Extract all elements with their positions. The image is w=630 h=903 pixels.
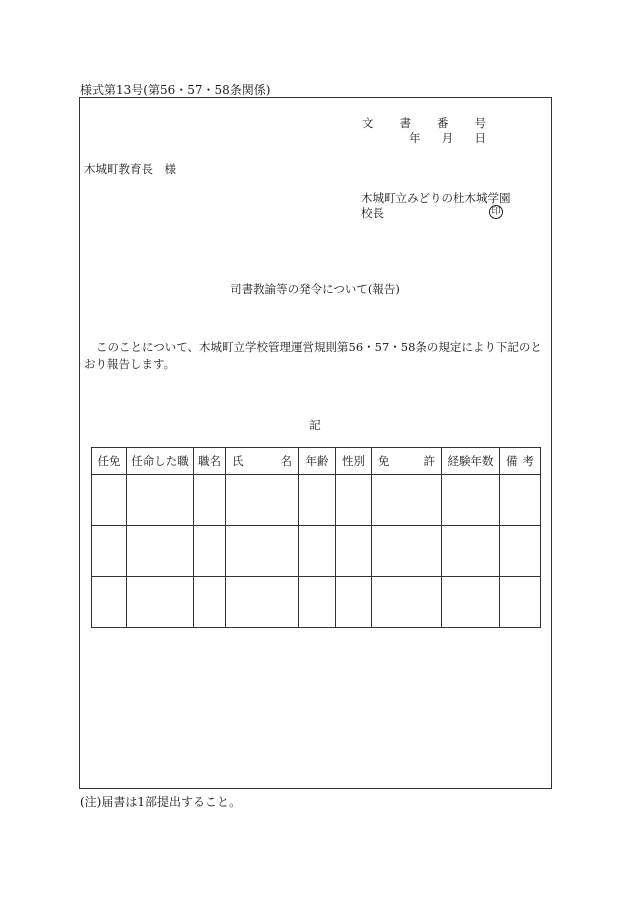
table-cell[interactable]: [127, 475, 194, 526]
header-license: [372, 448, 442, 475]
header-name-right: 名: [280, 454, 292, 468]
header-name-left: 氏: [232, 454, 244, 468]
table-row: [92, 526, 541, 577]
table-cell[interactable]: [299, 577, 336, 628]
document-number-label: [362, 115, 486, 131]
header-license-left: 免: [378, 454, 390, 468]
table-cell[interactable]: [500, 577, 541, 628]
footnote: (注)届書は1部提出すること。: [80, 795, 241, 809]
header-remarks: [500, 448, 541, 475]
header-remarks-left: 備: [506, 454, 518, 468]
table-cell[interactable]: [127, 526, 194, 577]
table-cell[interactable]: [127, 577, 194, 628]
table-cell[interactable]: [336, 475, 372, 526]
table-cell[interactable]: [92, 475, 127, 526]
ki-label: 記: [309, 418, 321, 432]
table-cell[interactable]: [226, 526, 299, 577]
seal-mark: 印: [489, 205, 503, 219]
table-cell[interactable]: [299, 526, 336, 577]
table-cell[interactable]: [194, 526, 226, 577]
year-label: 年: [409, 131, 421, 145]
doc-number-char: 書: [399, 116, 411, 130]
header-remarks-right: 考: [522, 454, 534, 468]
principal-title: 校長: [361, 206, 384, 220]
header-license-right: 許: [423, 454, 435, 468]
header-name: [226, 448, 299, 475]
table-cell[interactable]: [500, 475, 541, 526]
doc-number-char: 号: [474, 116, 486, 130]
subject-title: 司書教諭等の発令について(報告): [230, 282, 400, 296]
principal-row: [361, 205, 503, 221]
table-cell[interactable]: [226, 475, 299, 526]
header-appointed-position: 任命した職: [127, 448, 194, 475]
table-cell[interactable]: [442, 526, 500, 577]
header-gender: 性別: [336, 448, 372, 475]
header-job-title: 職名: [194, 448, 226, 475]
table-cell[interactable]: [336, 577, 372, 628]
table-row: [92, 475, 541, 526]
doc-number-char: 文: [362, 116, 374, 130]
school-name: 木城町立みどりの杜木城学園: [361, 191, 511, 205]
table-cell[interactable]: [92, 526, 127, 577]
table-header-row: [92, 448, 541, 475]
table-cell[interactable]: [194, 475, 226, 526]
table-cell[interactable]: [500, 526, 541, 577]
body-text: このことについて、木城町立学校管理運営規則第56・57・58条の規定により下記のとおり報告します。: [84, 340, 542, 371]
table-cell[interactable]: [194, 577, 226, 628]
form-number-title: 様式第13号(第56・57・58条関係): [80, 83, 271, 97]
doc-number-char: 番: [437, 116, 449, 130]
header-ninmen: 任免: [92, 448, 127, 475]
table-cell[interactable]: [372, 475, 442, 526]
table-row: [92, 577, 541, 628]
table-cell[interactable]: [372, 577, 442, 628]
table-cell[interactable]: [372, 526, 442, 577]
appointment-table: [91, 447, 541, 628]
date-line: [409, 130, 486, 146]
month-label: 月: [441, 131, 454, 145]
recipient: 木城町教育長 様: [84, 162, 176, 176]
table-cell[interactable]: [226, 577, 299, 628]
day-label: 日: [474, 131, 486, 145]
table-cell[interactable]: [442, 577, 500, 628]
header-years-experience: 経験年数: [442, 448, 500, 475]
table-cell[interactable]: [92, 577, 127, 628]
table-cell[interactable]: [299, 475, 336, 526]
table-cell[interactable]: [336, 526, 372, 577]
header-age: 年齢: [299, 448, 336, 475]
table-cell[interactable]: [442, 475, 500, 526]
